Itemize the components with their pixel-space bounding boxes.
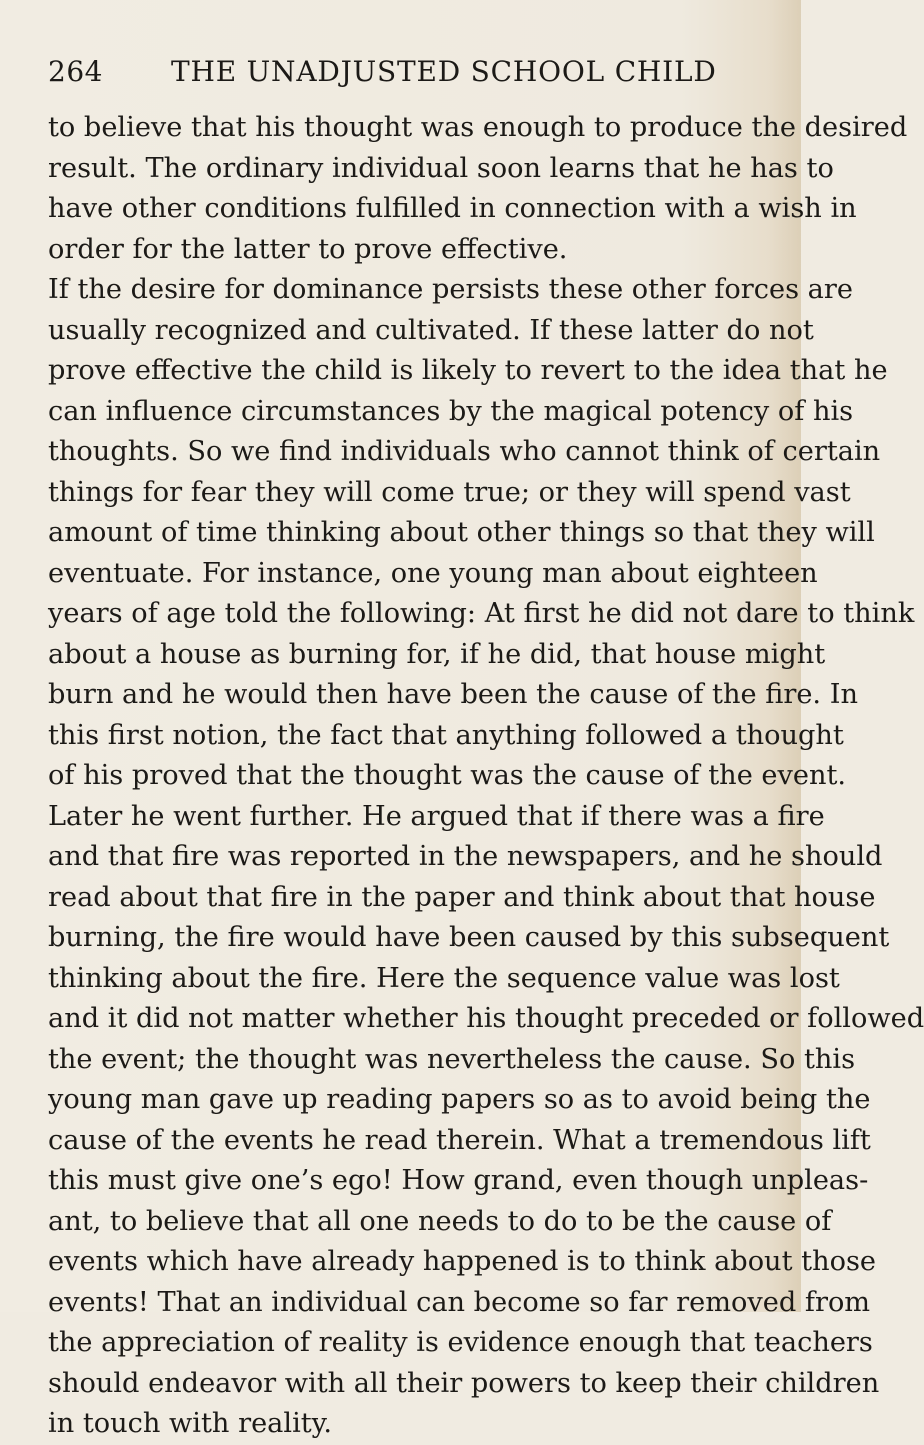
text-line: should endeavor with all their powers to keep their children [48, 1367, 880, 1399]
text-line: If the desire for dominance persists these other forces are [48, 274, 853, 305]
text-line: this first notion, the fact that anything followed a thought [48, 719, 844, 751]
text-line: and that fire was reported in the newspapers, and he should [48, 841, 883, 872]
body-text [48, 108, 924, 1445]
text-line: amount of time thinking about other things so that they will [48, 517, 875, 548]
text-line: order for the latter to prove effective. [48, 233, 568, 265]
text-line: events which have already happened is to think about those [48, 1246, 876, 1277]
text-line: young man gave up reading papers so as to avoid being the [48, 1084, 871, 1115]
text-line: have other conditions fulfilled in connection with a wish in [48, 193, 857, 224]
text-line: prove effective the child is likely to revert to the idea that he [48, 355, 888, 386]
text-line: thoughts. So we find individuals who cannot think of certain [48, 436, 881, 467]
page-number: 264 [48, 55, 103, 88]
text-line: eventuate. For instance, one young man about eighteen [48, 557, 818, 589]
text-line: this must give one’s ego! How grand, even though unpleas- [48, 1165, 869, 1196]
text-line: usually recognized and cultivated. If these latter do not [48, 314, 814, 346]
page-header [48, 52, 748, 92]
text-line: to believe that his thought was enough to produce the desired [48, 112, 908, 143]
text-line: cause of the events he read therein. What a tremendous lift [48, 1124, 871, 1156]
text-line: the appreciation of reality is evidence enough that teachers [48, 1327, 873, 1358]
text-line: burning, the fire would have been caused by this subsequent [48, 922, 890, 953]
text-line: result. The ordinary individual soon learns that he has to [48, 152, 834, 184]
text-line: read about that fire in the paper and think about that house [48, 881, 876, 913]
text-line: thinking about the fire. Here the sequence value was lost [48, 962, 840, 994]
text-line: in touch with reality. [48, 1408, 333, 1439]
text-line: Later he went further. He argued that if there was a fire [48, 800, 825, 832]
running-title: THE UNADJUSTED SCHOOL CHILD [171, 55, 717, 88]
text-line: and it did not matter whether his thought preceded or followed [48, 1003, 924, 1034]
text-line: about a house as burning for, if he did, that house might [48, 638, 826, 670]
text-line: events! That an individual can become so far removed from [48, 1286, 871, 1318]
text-line: ant, to believe that all one needs to do to be the cause of [48, 1205, 832, 1237]
text-line: years of age told the following: At first he did not dare to think [48, 598, 915, 629]
text-line: burn and he would then have been the cause of the fire. In [48, 679, 858, 710]
text-line: the event; the thought was nevertheless the cause. So this [48, 1043, 856, 1075]
text-line: can influence circumstances by the magical potency of his [48, 395, 854, 427]
text-line: things for fear they will come true; or they will spend vast [48, 476, 851, 508]
text-line: of his proved that the thought was the cause of the event. [48, 760, 847, 791]
